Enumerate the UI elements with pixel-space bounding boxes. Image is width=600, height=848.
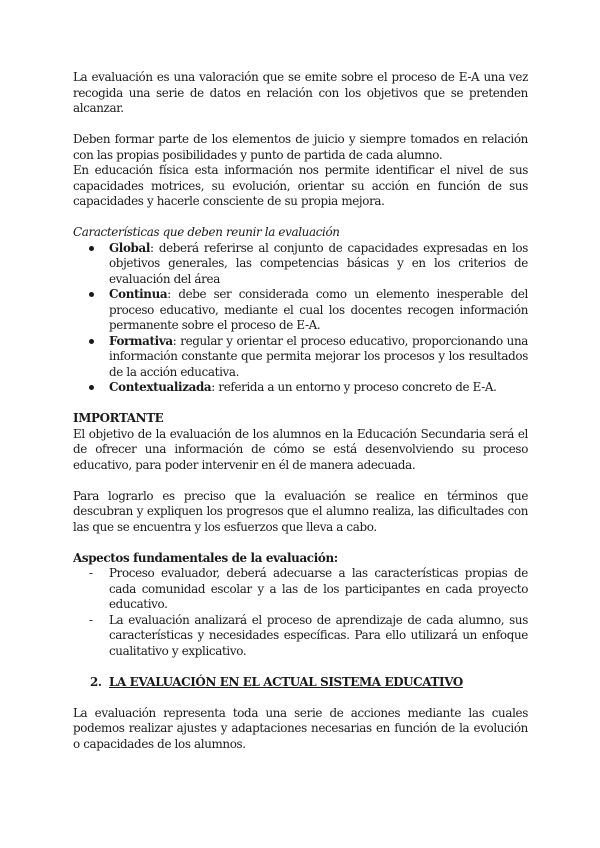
important-heading: IMPORTANTE bbox=[73, 411, 164, 425]
section-title: LA EVALUACIÓN EN EL ACTUAL SISTEMA EDUCATIVO bbox=[109, 674, 463, 689]
section-number: 2. bbox=[90, 674, 102, 689]
section-2-paragraph-1: La evaluación representa toda una serie de acciones mediante las cuales podemos realizar ajustes y adaptaciones necesarias en función de la evolución o capacidades de los alumnos. bbox=[73, 705, 528, 751]
intro-paragraph-3: En educación física esta información nos permite identificar el nivel de sus capacidades motrices, su evolución, orientar su acción en función de sus capacidades y hacerle consciente de su propia mejora. bbox=[73, 163, 528, 208]
list-item bbox=[109, 241, 528, 288]
list-item-text: : referida a un entorno y proceso concreto de E-A. bbox=[211, 380, 497, 394]
list-item: - Proceso evaluador, deberá adecuarse a las características propias de cada comunidad escolar y a las de los participantes en cada proyecto educativo. bbox=[109, 566, 528, 613]
aspects-list bbox=[73, 566, 528, 659]
section-2-heading bbox=[73, 675, 528, 691]
list-item: - La evaluación analizará el proceso de aprendizaje de cada alumno, sus características y necesidades específicas. Para ello utilizará un enfoque cualitativo y explicativo. bbox=[109, 613, 528, 660]
list-item-term: Contextualizada bbox=[109, 380, 212, 394]
document-page bbox=[73, 70, 528, 752]
list-item-text: : regular y orientar el proceso educativo, proporcionando una información constante que permita mejorar los procesos y los resultados de la acción educativa. bbox=[109, 333, 528, 379]
aspects-heading: Aspectos fundamentales de la evaluación: bbox=[73, 550, 338, 565]
list-item bbox=[109, 380, 528, 396]
list-item-term: Formativa bbox=[109, 333, 173, 348]
list-item bbox=[109, 287, 528, 334]
list-item-text: : debe ser considerada como un elemento inesperable del proceso educativo, mediante el cual los docentes recogen información permanente sobre el proceso de E-A. bbox=[109, 287, 528, 332]
important-paragraph-1: El objetivo de la evaluación de los alumnos en la Educación Secundaria será el de ofrecer una información de cómo se está desenvolviendo su proceso educativo, para poder intervenir en él de manera adecuada. bbox=[73, 426, 528, 472]
list-item-term: Continua bbox=[109, 287, 168, 301]
intro-paragraph-2: Deben formar parte de los elementos de juicio y siempre tomados en relación con las propias posibilidades y punto de partida de cada alumno. bbox=[73, 132, 528, 162]
important-paragraph-2: Para lograrlo es preciso que la evaluación se realice en términos que descubran y expliquen los progresos que el alumno realiza, las dificultades con las que se encuentra y los esfuerzos que lleva a cabo. bbox=[73, 488, 528, 534]
characteristics-list bbox=[73, 241, 528, 396]
list-item-text: : deberá referirse al conjunto de capacidades expresadas en los objetivos generales, las competencias básicas y en los criterios de evaluación del área bbox=[109, 240, 528, 286]
list-item-term: Global bbox=[109, 240, 151, 255]
intro-paragraph-1: La evaluación es una valoración que se emite sobre el proceso de E-A una vez recogida una serie de datos en relación con los objetivos que se pretenden alcanzar. bbox=[73, 70, 528, 115]
list-item bbox=[109, 334, 528, 381]
characteristics-heading: Características que deben reunir la evaluación bbox=[73, 225, 340, 239]
